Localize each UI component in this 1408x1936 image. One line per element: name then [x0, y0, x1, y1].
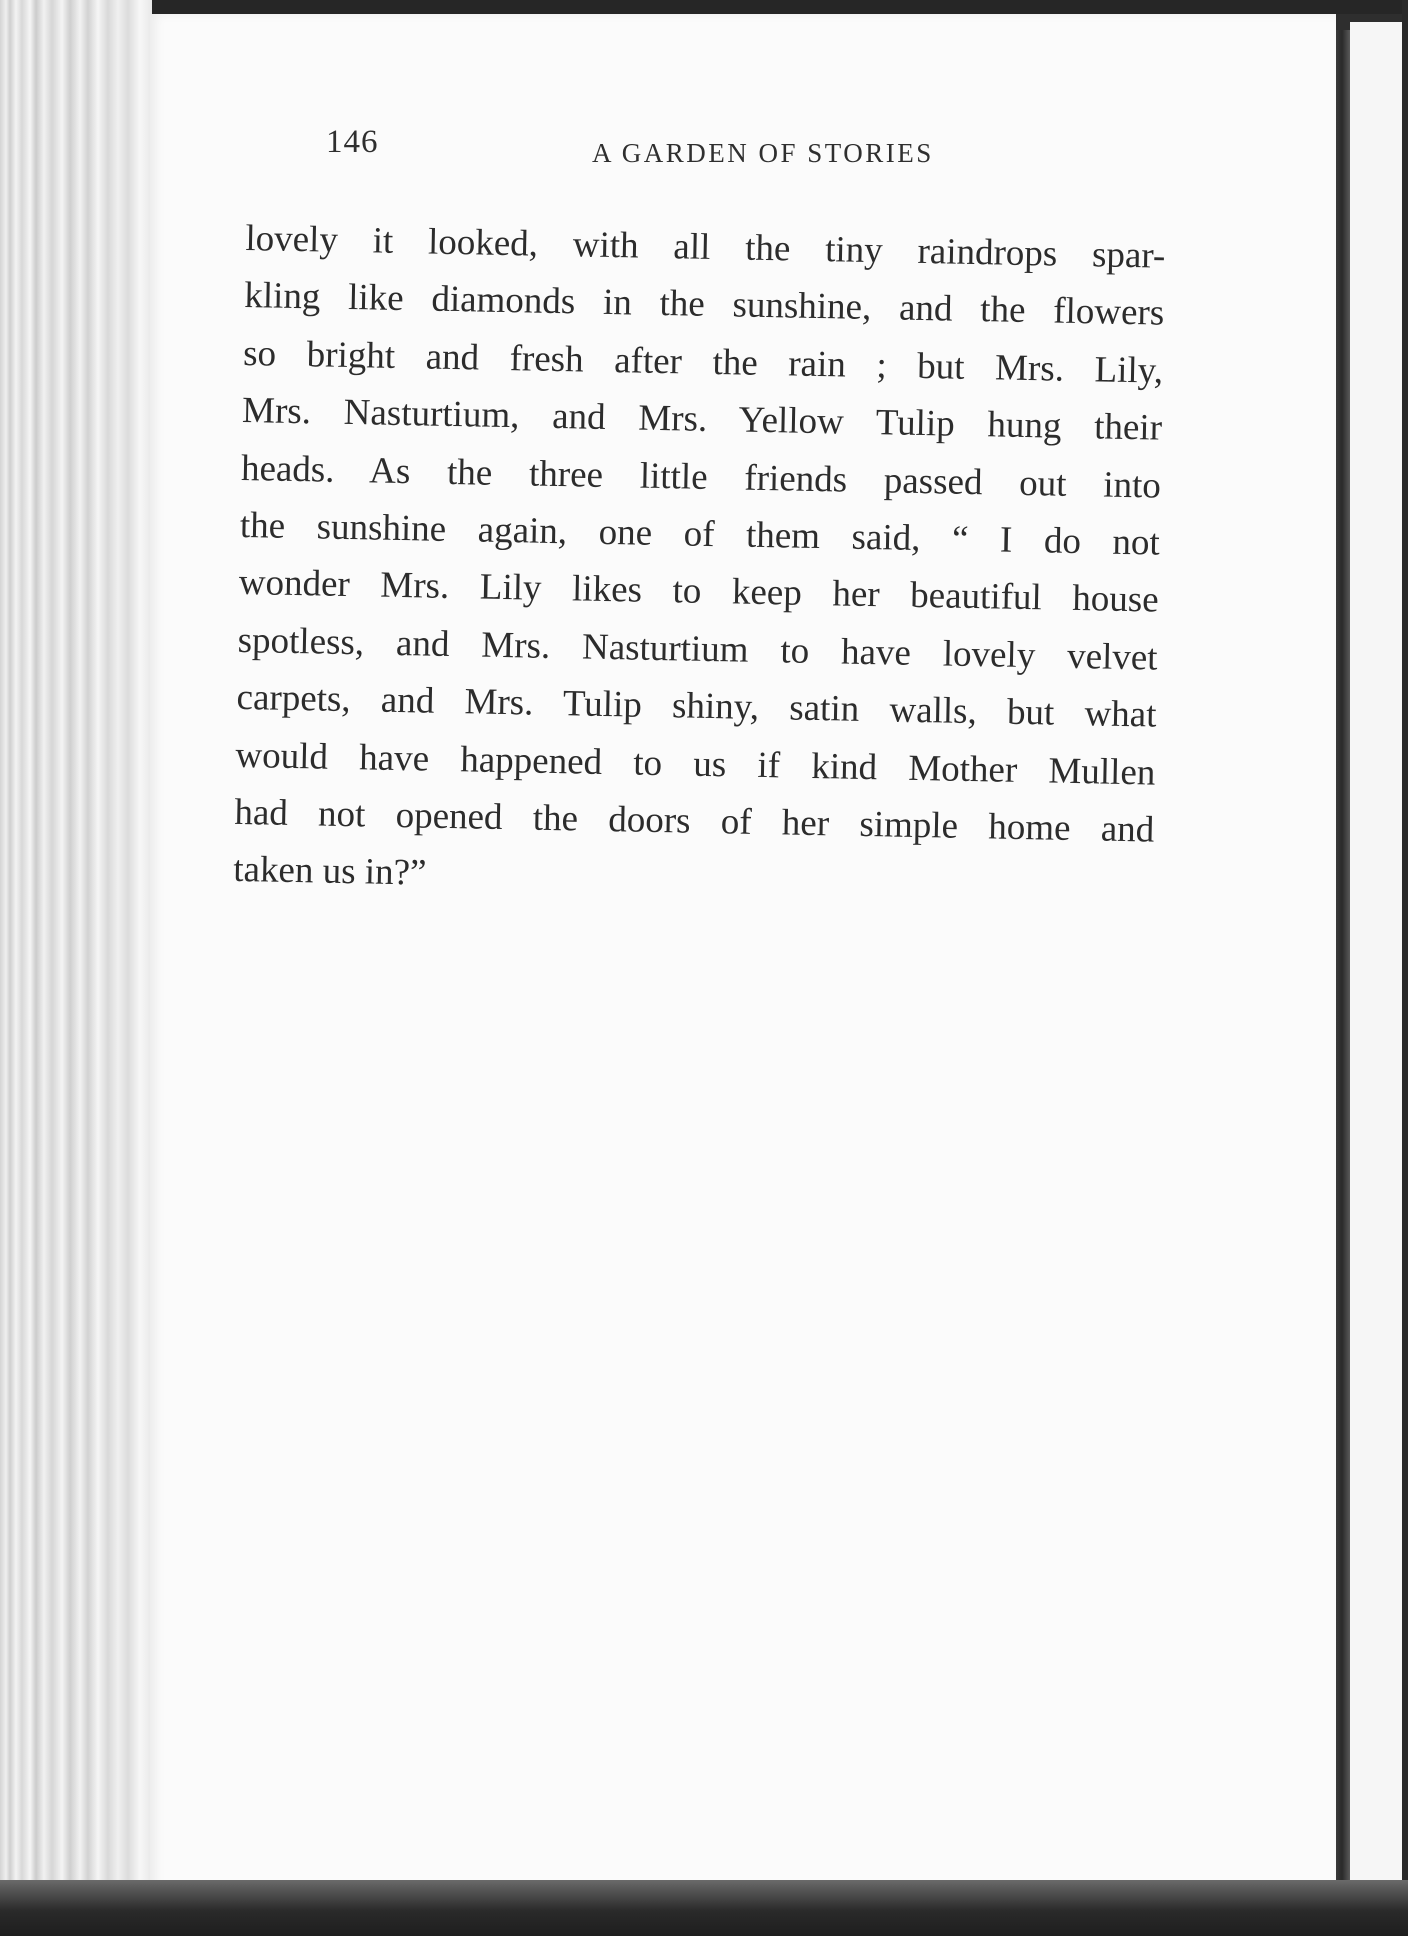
text-line: so bright and fresh after the rain ; but Mrs. Lily,: [242, 332, 1164, 392]
page-number: 146: [326, 124, 379, 160]
scan-right-border: [1402, 0, 1408, 1936]
scan-top-border: [0, 0, 1408, 14]
text-line-last: taken us in?”: [232, 849, 427, 894]
text-line: lovely it looked, with all the tiny raindrops spar-: [245, 217, 1166, 277]
running-title: A GARDEN OF STORIES: [592, 138, 934, 168]
text-line: wonder Mrs. Lily likes to keep her beautiful house: [238, 562, 1160, 621]
scan-bottom-border: [0, 1880, 1408, 1936]
book-page: [150, 14, 1336, 1896]
text-line: had not opened the doors of her simple home and: [234, 791, 1155, 851]
text-line: kling like diamonds in the sunshine, and the flowers: [243, 275, 1165, 335]
facing-page-edge: [1350, 22, 1408, 1912]
text-line: carpets, and Mrs. Tulip shiny, satin walls, but what: [236, 677, 1157, 736]
text-line: heads. As the three little friends passed out into: [240, 447, 1162, 507]
body-paragraph: [233, 210, 1166, 916]
text-line: spotless, and Mrs. Nasturtium to have lovely velvet: [237, 619, 1158, 679]
text-line: the sunshine again, one of them said, “ I do not: [239, 504, 1161, 564]
stacked-page-edges: [0, 0, 152, 1910]
text-line: would have happened to us if kind Mother Mullen: [235, 734, 1156, 794]
text-line: Mrs. Nasturtium, and Mrs. Yellow Tulip hung their: [241, 390, 1163, 449]
